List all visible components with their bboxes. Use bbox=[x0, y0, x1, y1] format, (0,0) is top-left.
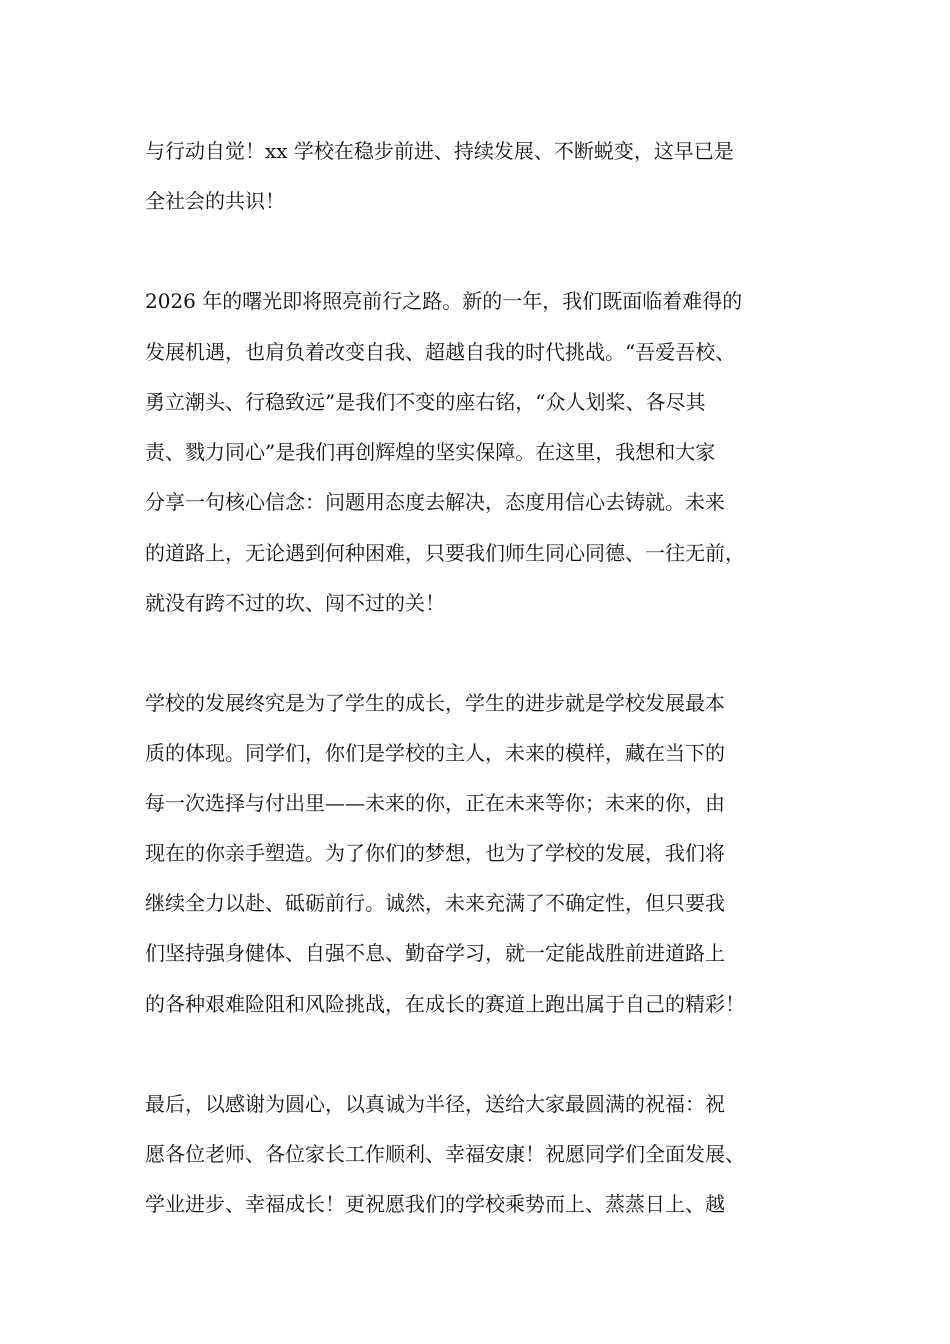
text-line: 愿各位老师、各位家长工作顺利、幸福安康！祝愿同学们全面发展、 bbox=[145, 1142, 745, 1166]
text-line: 的道路上，无论遇到何种困难，只要我们师生同心同德、一往无前， bbox=[145, 541, 745, 565]
text-line: 的各种艰难险阻和风险挑战，在成长的赛道上跑出属于自己的精彩！ bbox=[145, 992, 745, 1016]
text-line: 勇立潮头、行稳致远”是我们不变的座右铭，“众人划桨、各尽其 bbox=[145, 390, 706, 414]
text-line: 就没有跨不过的坎、闯不过的关！ bbox=[145, 591, 445, 615]
text-line: 质的体现。同学们，你们是学校的主人，未来的模样，藏在当下的 bbox=[145, 741, 725, 765]
text-line: 们坚持强身健体、自强不息、勤奋学习，就一定能战胜前进道路上 bbox=[145, 941, 725, 965]
text-line: 学校的发展终究是为了学生的成长，学生的进步就是学校发展最本 bbox=[145, 691, 725, 715]
text-line: 全社会的共识！ bbox=[145, 189, 285, 213]
text-line: 学业进步、幸福成长！更祝愿我们的学校乘势而上、蒸蒸日上、越 bbox=[145, 1192, 725, 1216]
text-line: 分享一句核心信念：问题用态度去解决，态度用信心去铸就。未来 bbox=[145, 490, 725, 514]
text-line: 继续全力以赴、砥砺前行。诚然，未来充满了不确定性，但只要我 bbox=[145, 891, 725, 915]
text-line: 发展机遇，也肩负着改变自我、超越自我的时代挑战。“吾爱吾校、 bbox=[145, 340, 736, 364]
text-line: 2026 年的曙光即将照亮前行之路。新的一年，我们既面临着难得的 bbox=[145, 289, 743, 313]
text-line: 责、戮力同心”是我们再创辉煌的坚实保障。在这里，我想和大家 bbox=[145, 440, 716, 464]
text-line: 与行动自觉！xx 学校在稳步前进、持续发展、不断蜕变，这早已是 bbox=[145, 139, 734, 163]
text-line: 最后，以感谢为圆心，以真诚为半径，送给大家最圆满的祝福：祝 bbox=[145, 1092, 725, 1116]
text-line: 每一次选择与付出里——未来的你，正在未来等你；未来的你，由 bbox=[145, 791, 725, 815]
text-line: 现在的你亲手塑造。为了你们的梦想，也为了学校的发展，我们将 bbox=[145, 841, 725, 865]
